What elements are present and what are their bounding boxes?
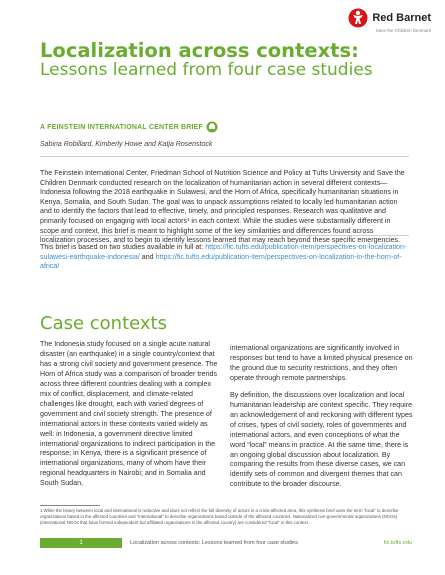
- divider: [40, 156, 409, 157]
- body-paragraph: By definition, the discussions over localization and local humanitarian leadership are context specific. They require an acknowledgement of and reckoning with different types of crises, types of civil society, roles of governments and international actors, and even conceptions of what the word “local” means in practice. At the same time, there is an ongoing global discussion about localization. By comparing the results from these diverse cases, we can identify sets of common and divergent themes that can contribute to the broader discourse.: [230, 390, 413, 489]
- links-prefix: This brief is based on two studies available in full at:: [40, 243, 206, 251]
- left-column: [40, 340, 220, 496]
- right-column: [230, 344, 414, 497]
- page-footer: [40, 538, 412, 548]
- logo-name: Red Barnet: [372, 12, 431, 24]
- authors: Sabina Robillard, Kimberly Howe and Katja Rosenstock: [40, 141, 213, 148]
- logo-tagline: Save the Children Denmark: [375, 28, 431, 33]
- source-links-paragraph: [40, 243, 415, 272]
- page-title: Localization across contexts:: [40, 39, 359, 62]
- section-heading: Case contexts: [40, 313, 167, 334]
- links-middle: and: [139, 252, 156, 261]
- footer-title: Localization across contexts: Lessons learned from four case studies: [130, 540, 298, 546]
- red-barnet-logo: [331, 8, 431, 34]
- page-subtitle: Lessons learned from four case studies: [40, 60, 373, 80]
- study-link-indonesia[interactable]: https://fic.tufts.edu/publication-item/perspectives-on-localization-sulawesi-earthquake-indonesia/: [40, 243, 407, 261]
- body-paragraph: international organizations are significantly involved in responses but tend to have a limited physical presence on the ground due to security restrictions, and they often operate through remote partnerships.: [230, 344, 413, 382]
- footer-site-link[interactable]: fic.tufts.edu: [383, 540, 412, 546]
- brief-label: A FEINSTEIN INTERNATIONAL CENTER BRIEF: [40, 124, 204, 131]
- body-paragraph: The Indonesia study focused on a single acute natural disaster (an earthquake) in a single country/context that has a strong civil society and government presence. The Horn of Africa study was a comparison of broader trends across three different countries dealing with a complex mix of conflict, displacement, and climate-related challenges like drought, each with varied degrees of government and civil society strength. The presence of international actors in these contexts varied widely as well: in Indonesia, a government directive limited international organizations to indirect participation in the response; in Kenya, there is a significant presence of international organizations, many of whom have their regional headquarters in Nairobi; and in Somalia and South Sudan,: [40, 340, 218, 488]
- brief-emblem-icon: [206, 121, 218, 133]
- page-number: 1: [40, 538, 122, 548]
- red-barnet-logo-icon: [348, 8, 368, 28]
- study-link-horn-of-africa[interactable]: https://fic.tufts.edu/publication-item/perspectives-on-localization-in-the-horn-of-africa/: [40, 252, 402, 271]
- footnote: 1 While the binary between local and international is reductive and does not reflect the full diversity of actors in a crisis-affected area, this synthesis brief uses the term “local” to describe organizations based in the affected countries and “international” to describe organizations based outside of the affected countries. Nationalized non-governmental organizations (NGOs) (international NGOs that have formed independent but affiliated organizations in the affected country) are considered “local” in this context.: [40, 508, 399, 525]
- footnote-divider: [40, 505, 100, 506]
- abstract-paragraph: The Feinstein International Center, Friedman School of Nutrition Science and Policy at Tufts University and Save the Children Denmark conducted research on the localization of humanitarian action in several different contexts—Indonesia following the 2018 earthquake in Sulawesi, and the Horn of Africa, specifically humanitarian situations in Kenya, Somalia, and South Sudan. The goal was to unpack assumptions related to locally led humanitarian action and to identify the factors that lead to effective, timely, and principled responses. Research was qualitative and primarily focused on engaging with local actors¹ in each context. While the studies were substantially different in scope and context, this brief is meant to highlight some of the key similarities and differences found across localization processes, and to begin to identify lessons learned that may reach beyond these specific emergencies.: [40, 169, 405, 245]
- divider: [40, 235, 409, 236]
